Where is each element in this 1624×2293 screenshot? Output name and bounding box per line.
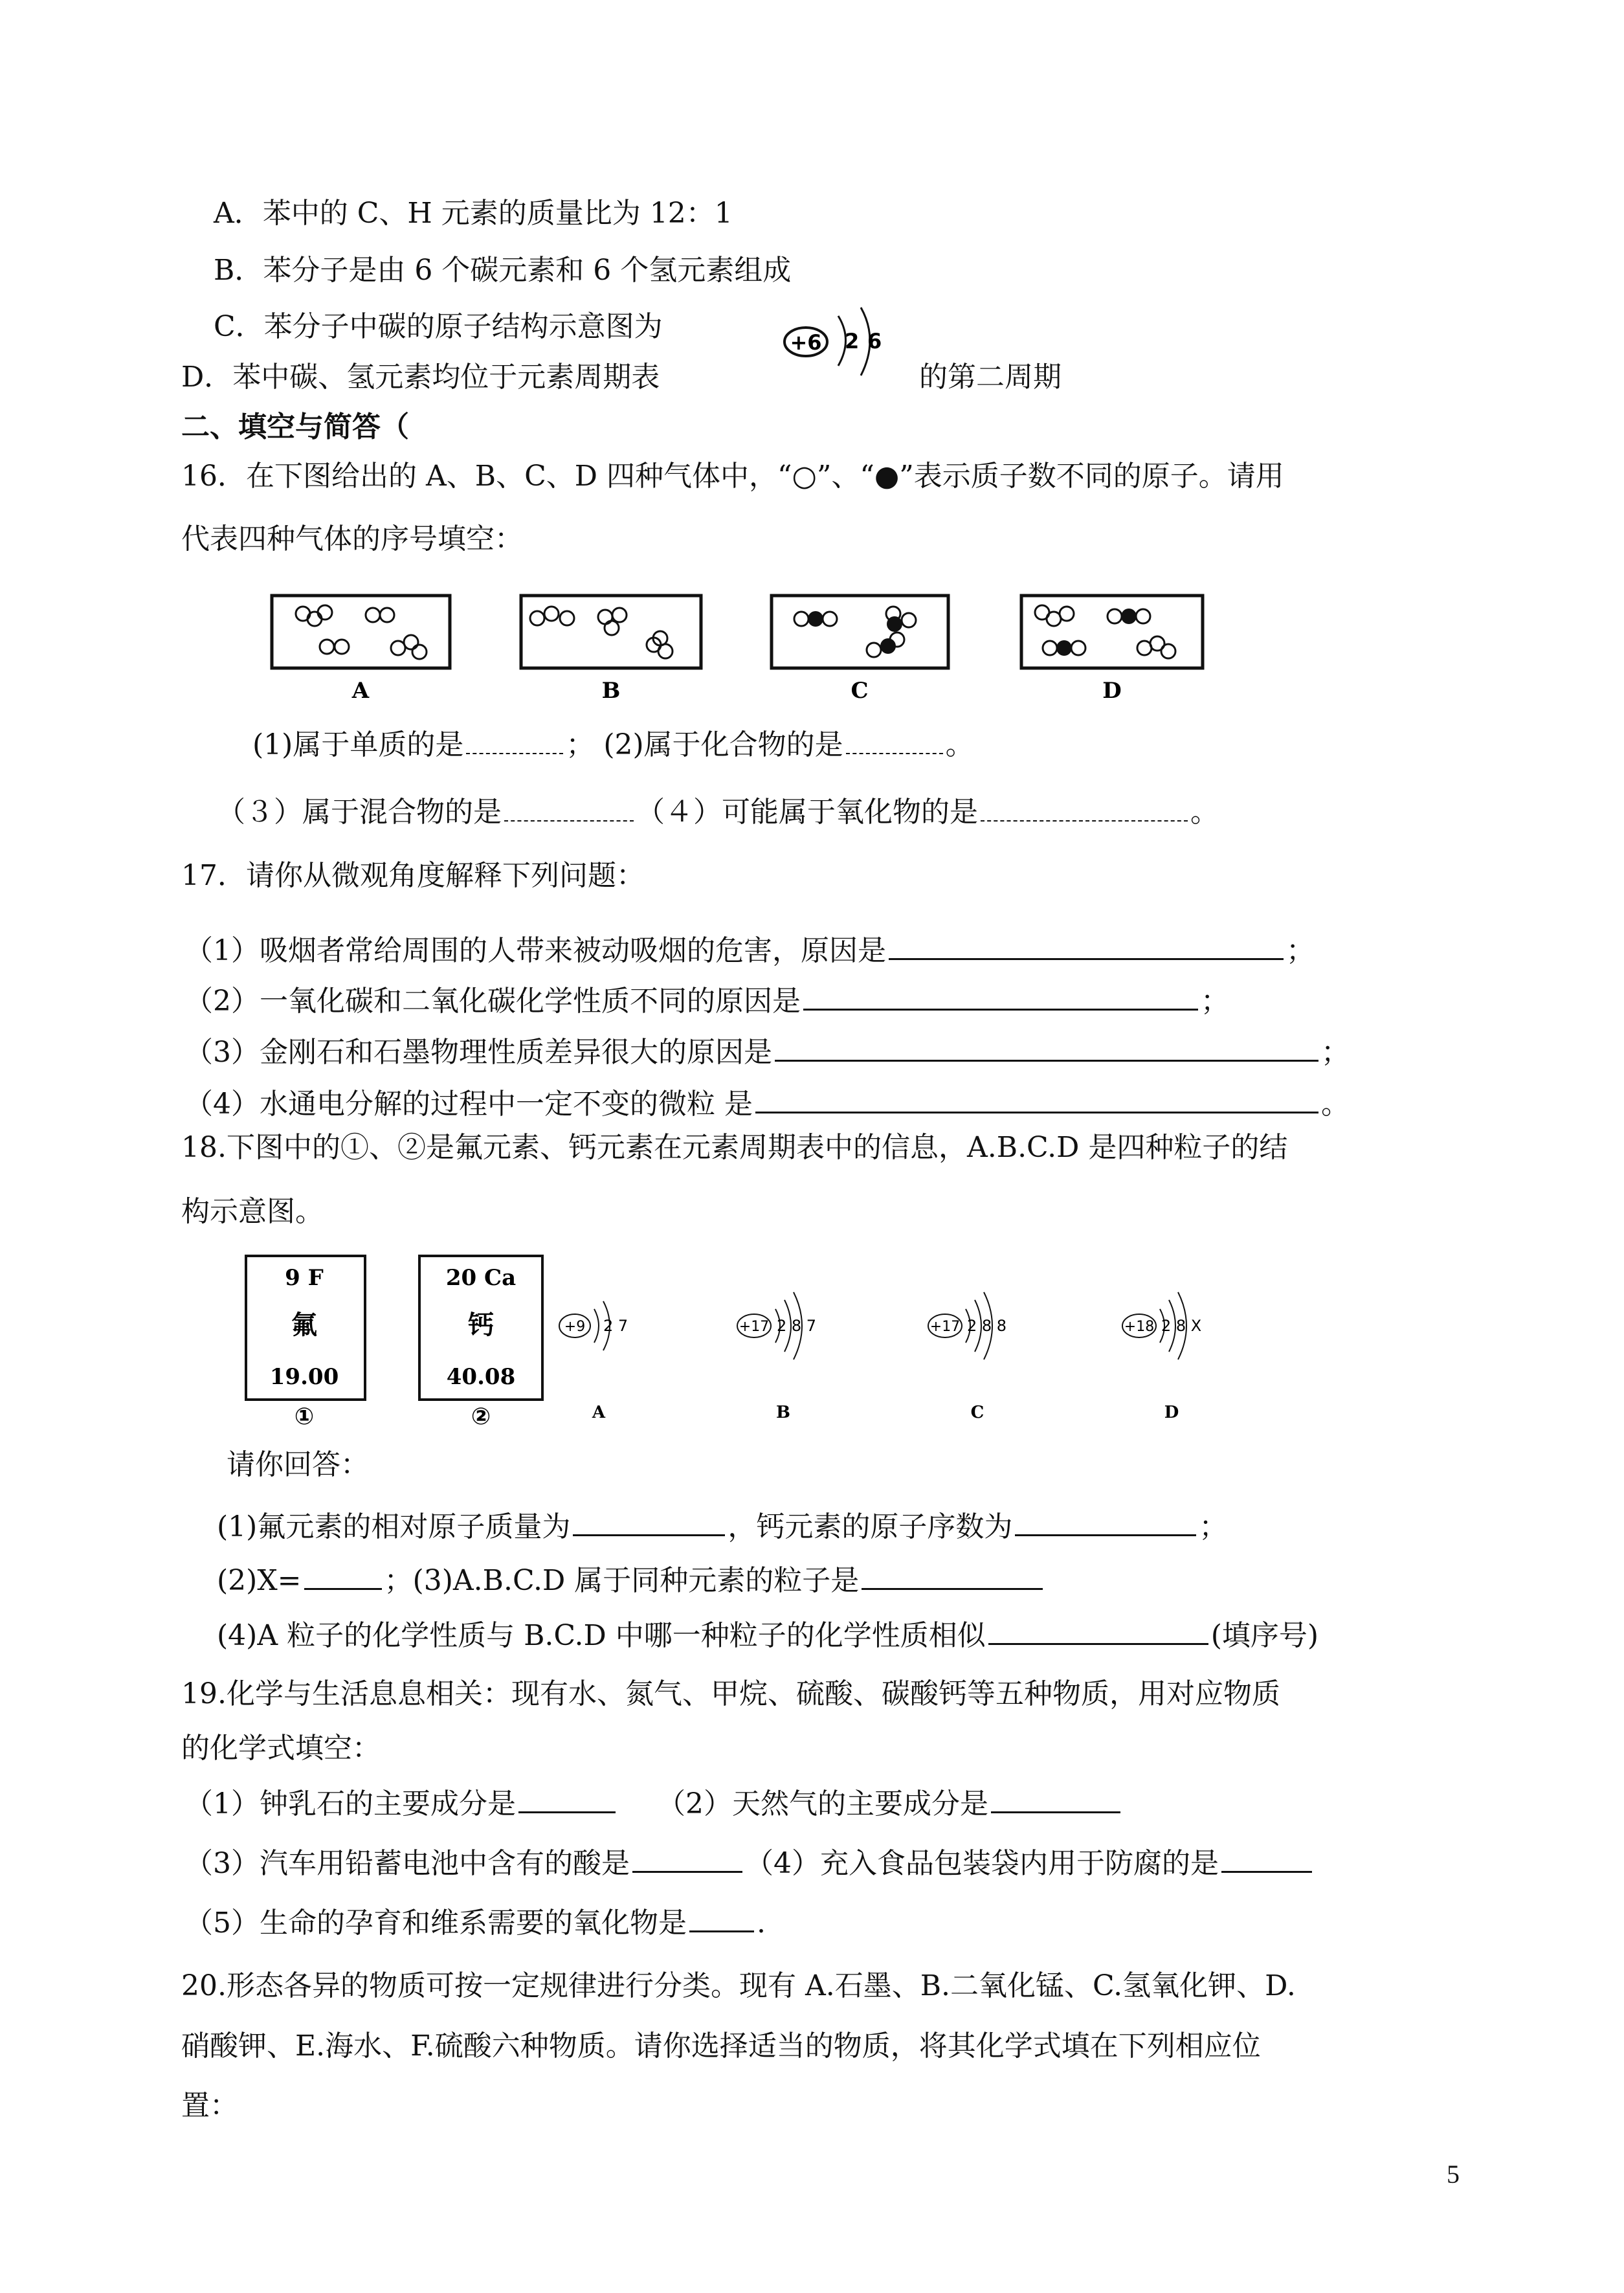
particle-c-label: C [970, 1403, 984, 1422]
q16-sub1-label: (1)属于单质的是 [252, 728, 464, 761]
q17-answer-3[interactable] [775, 1034, 1318, 1062]
q20-line3: 置： [181, 2089, 238, 2122]
q20-line2: 硝酸钾、E.海水、F.硫酸六种物质。请你选择适当的物质，将其化学式填在下列相应位 [181, 2030, 1261, 2063]
q20-line1: 20.形态各异的物质可按一定规律进行分类。现有 A.石墨、B.二氧化锰、C.氢氧化钾、D. [181, 1969, 1296, 2002]
option-d-right: 的第二周期 [919, 361, 1062, 394]
particle-d [1122, 1292, 1201, 1422]
particle-b-label: B [776, 1403, 790, 1422]
particle-a-label: A [592, 1403, 606, 1422]
gas-box-c [772, 596, 948, 668]
q19-answer-3[interactable] [632, 1845, 742, 1873]
q19-answer-5[interactable] [689, 1905, 754, 1932]
q18-element-diagram [239, 1249, 1223, 1431]
calcium-symbol: 20 Ca [445, 1265, 517, 1291]
q16-line2: 代表四种气体的序号填空： [181, 522, 523, 555]
fluorine-symbol: 9 F [285, 1265, 324, 1291]
gas-box-b [521, 596, 701, 668]
q16-answer-1[interactable] [466, 727, 563, 754]
particle-a-shells: 2 7 [603, 1317, 628, 1335]
q17-answer-1[interactable] [889, 932, 1284, 960]
q18-answer-atomic-number[interactable] [1015, 1508, 1196, 1536]
q16-gas-diagram [259, 583, 1295, 706]
q18-sub1-label: (1)氟元素的相对原子质量为 [217, 1510, 571, 1543]
q16-answer-2[interactable] [846, 727, 943, 754]
q17-answer-4[interactable] [755, 1086, 1318, 1113]
q16-sub4-label: （４）可能属于氧化物的是 [636, 796, 978, 829]
q17-item-4-end: 。 [1320, 1088, 1350, 1121]
carbon-shell-1: 2 [845, 329, 860, 353]
q18-sub1-mid: ，钙元素的原子序数为 [728, 1510, 1013, 1543]
q17-title: 17．请你从微观角度解释下列问题： [181, 859, 645, 892]
q19-row-3 [184, 1905, 766, 1941]
element-card-fluorine [246, 1256, 365, 1430]
q16-line1: 16．在下图给出的 A、B、C、D 四种气体中，“○”、“●”表示质子数不同的原子。请用 [181, 460, 1284, 493]
q17-item-1-text: （1）吸烟者常给周围的人带来被动吸烟的危害，原因是 [184, 934, 886, 967]
gas-box-d [1021, 596, 1203, 668]
q18-answer-similar[interactable] [988, 1617, 1208, 1645]
card-label-2: ② [471, 1404, 491, 1430]
q17-item-4-text: （4）水通电分解的过程中一定不变的微粒 是 [184, 1088, 753, 1121]
q16-answer-4[interactable] [981, 794, 1188, 822]
q19-answer-4[interactable] [1221, 1845, 1312, 1873]
q18-sub4-end: (填序号) [1210, 1619, 1319, 1652]
page-number: 5 [1447, 2160, 1460, 2189]
q17-answer-2[interactable] [803, 983, 1198, 1011]
q18-prompt: 请你回答： [227, 1448, 369, 1481]
q16-sub2-end: 。 [945, 728, 974, 761]
particle-b-shells: 2 8 7 [777, 1317, 817, 1335]
q19-sub5-end: . [757, 1907, 766, 1940]
particle-d-nucleus: +18 [1124, 1319, 1155, 1335]
q16-sub3-label: （３）属于混合物的是 [217, 796, 502, 829]
option-b: B．苯分子是由 6 个碳元素和 6 个氢元素组成 [214, 254, 792, 287]
q18-answer-x[interactable] [304, 1562, 382, 1590]
q17-item-3-end: ； [1321, 1036, 1350, 1069]
q17-item-2-text: （2）一氧化碳和二氧化碳化学性质不同的原因是 [184, 985, 801, 1018]
q19-sub2-label: （2）天然气的主要成分是 [657, 1787, 988, 1820]
q18-sub-2-3 [217, 1562, 1045, 1599]
q19-sub4-label: （4）充入食品包装袋内用于防腐的是 [745, 1847, 1219, 1880]
particle-a-nucleus: +9 [564, 1319, 586, 1335]
gas-label-a: A [351, 678, 370, 704]
q17-item-1-end: ； [1286, 934, 1315, 967]
q18-answer-mass[interactable] [573, 1508, 725, 1536]
particle-b-nucleus: +17 [739, 1319, 770, 1335]
gas-label-d: D [1102, 678, 1122, 704]
card-label-1: ① [294, 1404, 315, 1430]
q17-item-3-text: （3）金刚石和石墨物理性质差异很大的原因是 [184, 1036, 772, 1069]
q18-sub-1 [217, 1508, 1227, 1545]
q19-sub1-label: （1）钟乳石的主要成分是 [184, 1787, 516, 1820]
gas-label-c: C [851, 678, 869, 704]
option-d-left: D．苯中碳、氢元素均位于元素周期表 [181, 361, 660, 394]
q19-line1: 19.化学与生活息息相关：现有水、氮气、甲烷、硫酸、碳酸钙等五种物质，用对应物质 [181, 1677, 1280, 1710]
q16-sub2-label: ； (2)属于化合物的是 [566, 728, 843, 761]
carbon-nucleus: +6 [790, 330, 822, 355]
calcium-name: 钙 [468, 1310, 494, 1340]
q18-line1: 18.下图中的①、②是氟元素、钙元素在元素周期表中的信息，A.B.C.D 是四种粒子的结 [181, 1131, 1288, 1164]
q19-row-2 [184, 1845, 1315, 1882]
q19-sub5-label: （5）生命的孕育和维系需要的氧化物是 [184, 1907, 687, 1940]
carbon-atom-diagram [777, 304, 906, 401]
q16-answer-3[interactable] [504, 794, 634, 822]
particle-b [737, 1292, 816, 1422]
q18-answer-same-element[interactable] [862, 1562, 1043, 1590]
q19-line2: 的化学式填空： [181, 1732, 381, 1765]
fluorine-mass: 19.00 [269, 1364, 339, 1390]
q19-answer-1[interactable] [518, 1785, 616, 1813]
q17-item-1 [184, 932, 1315, 969]
option-a: A．苯中的 C、H 元素的质量比为 12：1 [214, 197, 733, 230]
q17-item-3 [184, 1034, 1350, 1071]
calcium-mass: 40.08 [446, 1364, 516, 1390]
q19-sub3-label: （3）汽车用铅蓄电池中含有的酸是 [184, 1847, 630, 1880]
q17-item-4 [184, 1086, 1350, 1123]
particle-c [928, 1292, 1007, 1422]
q18-sub3-label: ；(3)A.B.C.D 属于同种元素的粒子是 [384, 1564, 860, 1597]
q18-sub1-end: ； [1199, 1510, 1228, 1543]
q17-item-2 [184, 983, 1229, 1020]
particle-d-label: D [1164, 1403, 1179, 1422]
q16-sub4-end: 。 [1190, 796, 1219, 829]
particle-d-shells: 2 8 X [1161, 1317, 1202, 1335]
option-c: C．苯分子中碳的原子结构示意图为 [214, 310, 663, 343]
particle-a [559, 1301, 628, 1422]
gas-box-a [272, 596, 450, 668]
q16-sub-3-4 [217, 794, 1219, 831]
element-card-calcium [419, 1256, 542, 1430]
q18-line2: 构示意图。 [181, 1195, 324, 1228]
fluorine-name: 氟 [291, 1310, 317, 1340]
q17-item-2-end: ； [1201, 985, 1229, 1018]
gas-label-b: B [601, 678, 621, 704]
carbon-shell-2: 6 [867, 329, 882, 353]
q16-sub-1-2 [252, 727, 974, 763]
particle-c-shells: 2 8 8 [967, 1317, 1007, 1335]
q18-sub-4 [217, 1617, 1318, 1654]
q19-row-1 [184, 1785, 1123, 1822]
section-title: 二、填空与简答（ [181, 410, 409, 443]
particle-c-nucleus: +17 [929, 1319, 961, 1335]
q18-sub4-label: (4)A 粒子的化学性质与 B.C.D 中哪一种粒子的化学性质相似 [217, 1619, 986, 1652]
q18-sub2-label: (2)X= [217, 1564, 302, 1597]
q19-answer-2[interactable] [991, 1785, 1120, 1813]
